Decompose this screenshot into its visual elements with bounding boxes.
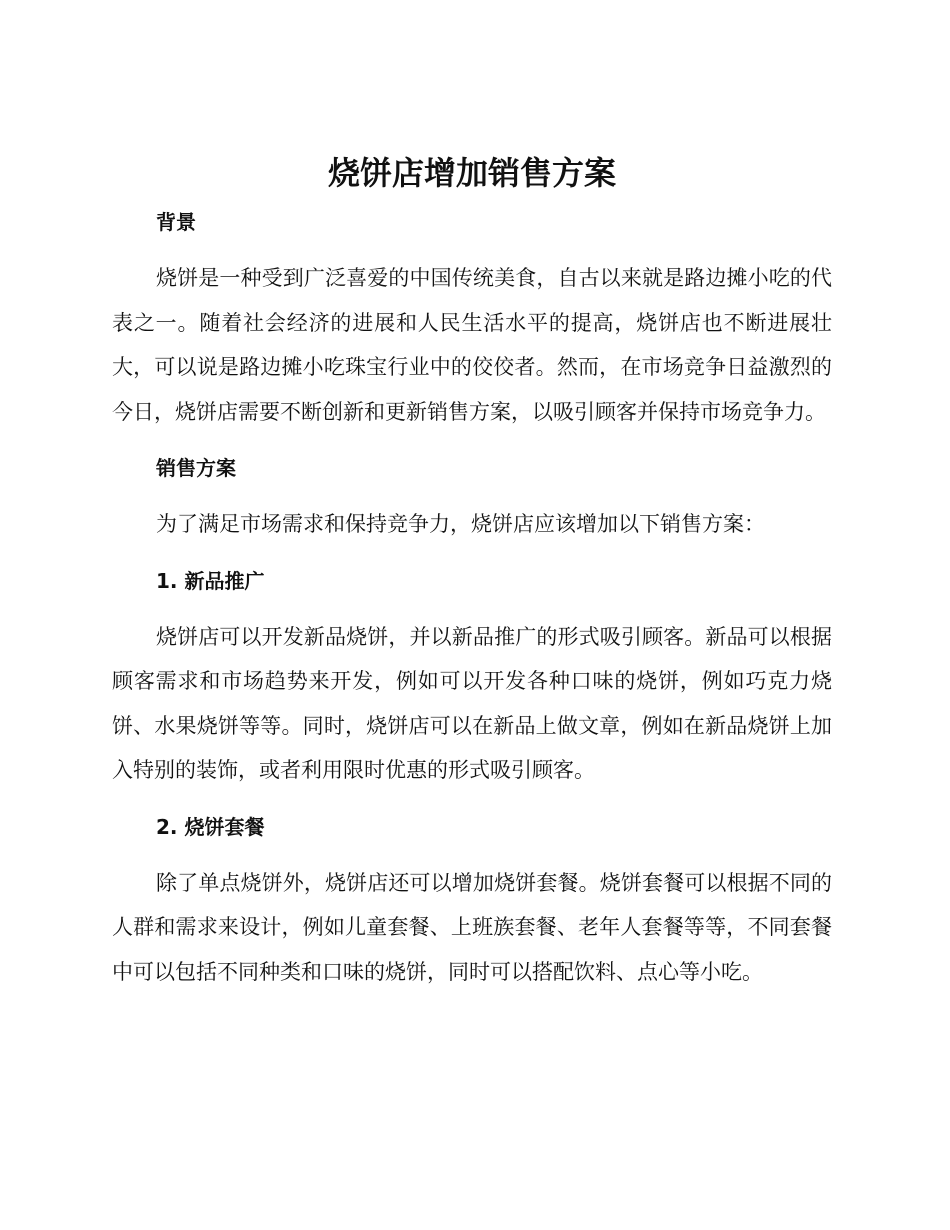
- paragraph-background: 烧饼是一种受到广泛喜爱的中国传统美食，自古以来就是路边摊小吃的代表之一。随着社会经济的进展和人民生活水平的提高，烧饼店也不断进展壮大，可以说是路边摊小吃珠宝行业中的佼佼者。然而，在市场竞争日益激烈的今日，烧饼店需要不断创新和更新销售方案，以吸引顾客并保持市场竞争力。: [112, 266, 832, 424]
- paragraph-combo-set: 除了单点烧饼外，烧饼店还可以增加烧饼套餐。烧饼套餐可以根据不同的人群和需求来设计，例如儿童套餐、上班族套餐、老年人套餐等等，不同套餐中可以包括不同种类和口味的烧饼，同时可以搭配饮料、点心等小吃。: [112, 870, 832, 984]
- document-title: 烧饼店增加销售方案: [327, 154, 616, 192]
- section-heading-combo-set: 2. 烧饼套餐: [156, 814, 265, 839]
- section-heading-background: 背景: [156, 210, 196, 234]
- paragraph-new-product: 烧饼店可以开发新品烧饼，并以新品推广的形式吸引顾客。新品可以根据顾客需求和市场趋势来开发，例如可以开发各种口味的烧饼，例如巧克力烧饼、水果烧饼等等。同时，烧饼店可以在新品上做文章，例如在新品烧饼上加入特别的装饰，或者利用限时优惠的形式吸引顾客。: [112, 624, 832, 782]
- document-page: [112, 150, 832, 994]
- paragraph-sales-intro: 为了满足市场需求和保持竞争力，烧饼店应该增加以下销售方案：: [156, 512, 765, 536]
- section-heading-sales-plan: 销售方案: [156, 456, 236, 480]
- section-heading-new-product: 1. 新品推广: [156, 568, 265, 593]
